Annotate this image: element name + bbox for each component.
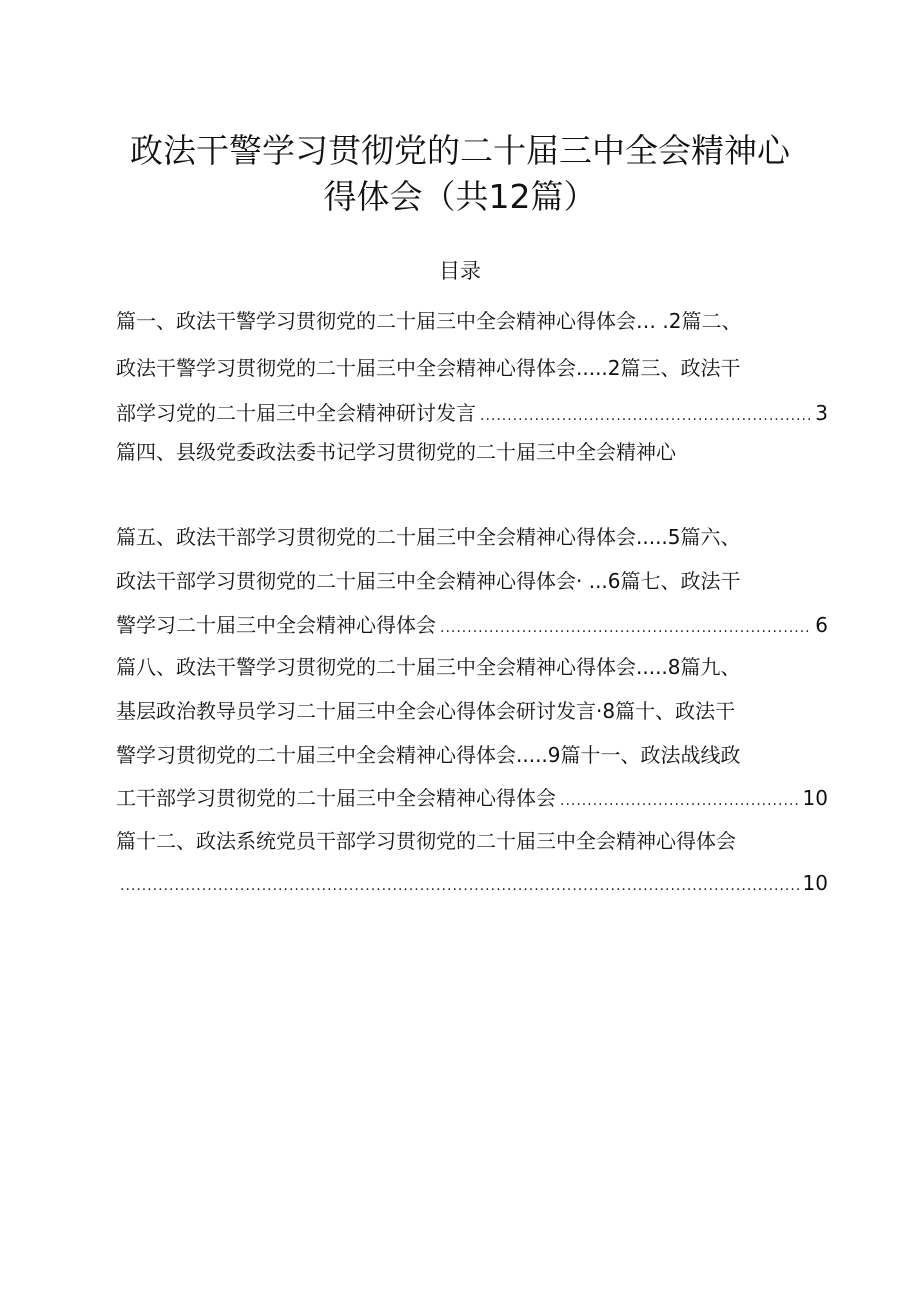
toc-line-6: 政法干部学习贯彻党的二十届三中全会精神心得体会· ...6篇七、政法干 bbox=[116, 569, 741, 593]
toc-line-5: 篇五、政法干部学习贯彻党的二十届三中全会精神心得体会.....5篇六、 bbox=[116, 525, 741, 549]
toc-entry-text: 部学习党的二十届三中全会精神研讨发言 bbox=[116, 401, 476, 425]
document-title-line-2: 得体会（共12篇） bbox=[323, 177, 597, 216]
toc-line-11 bbox=[116, 783, 828, 813]
dot-leader bbox=[120, 871, 799, 898]
toc-line-3 bbox=[116, 398, 828, 428]
toc-line-9: 基层政治教导员学习二十届三中全会心得体会研讨发言·8篇十、政法干 bbox=[116, 699, 736, 723]
toc-line-4: 篇四、县级党委政法委书记学习贯彻党的二十届三中全会精神心 bbox=[116, 440, 676, 464]
toc-page-number: 10 bbox=[802, 786, 828, 810]
toc-entry-text: 警学习二十届三中全会精神心得体会 bbox=[116, 613, 436, 637]
toc-page-number: 10 bbox=[802, 871, 828, 895]
document-title-line-1: 政法干警学习贯彻党的二十届三中全会精神心 bbox=[130, 131, 790, 170]
toc-entry-text: 工干部学习贯彻党的二十届三中全会精神心得体会 bbox=[116, 786, 556, 810]
toc-line-2: 政法干警学习贯彻党的二十届三中全会精神心得体会.....2篇三、政法干 bbox=[116, 356, 741, 380]
toc-line-13 bbox=[116, 868, 828, 898]
dot-leader bbox=[560, 786, 799, 813]
toc-line-8: 篇八、政法干警学习贯彻党的二十届三中全会精神心得体会.....8篇九、 bbox=[116, 655, 741, 679]
dot-leader bbox=[440, 613, 811, 640]
toc-page-number: 3 bbox=[815, 401, 828, 425]
dot-leader bbox=[480, 401, 811, 428]
toc-line-10: 警学习贯彻党的二十届三中全会精神心得体会.....9篇十一、政法战线政 bbox=[116, 743, 741, 767]
toc-page-number: 6 bbox=[815, 613, 828, 637]
toc-heading: 目录 bbox=[439, 259, 481, 283]
toc-line-12: 篇十二、政法系统党员干部学习贯彻党的二十届三中全会精神心得体会 bbox=[116, 829, 736, 853]
toc-line-1: 篇一、政法干警学习贯彻党的二十届三中全会精神心得体会… .2篇二、 bbox=[116, 309, 742, 333]
toc-line-7 bbox=[116, 610, 828, 640]
